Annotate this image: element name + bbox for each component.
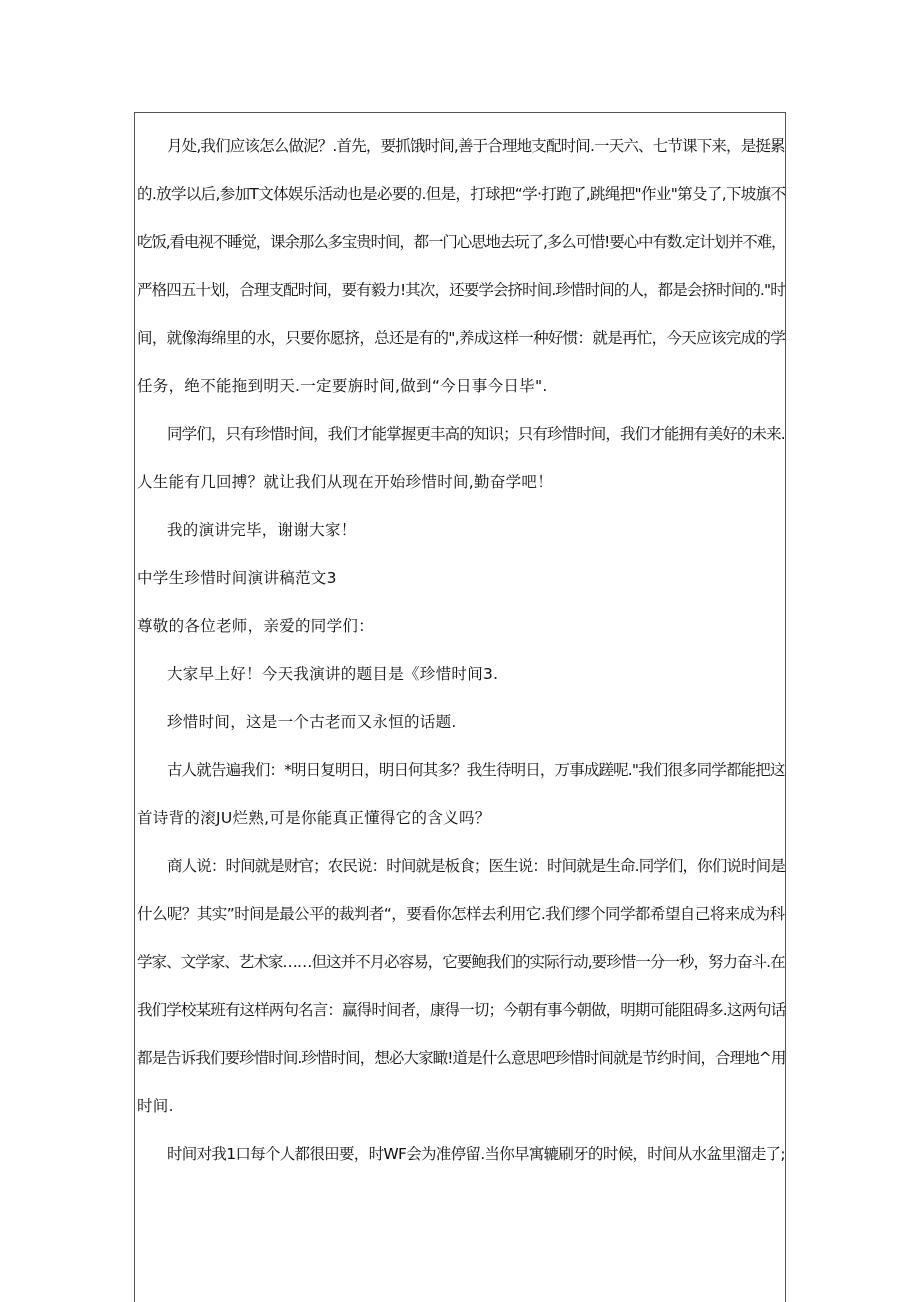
document-body	[137, 128, 785, 1184]
text-line: 任务，绝不能拖到明天.一定要旃时间,做到“今日事今日毕".	[137, 377, 548, 395]
text-line: 同学们，只有珍惜时间，我们才能掌握更丰高的知识；只有珍惜时间，我们才能拥有美好的未来.	[167, 425, 785, 443]
salutation: 尊敬的各位老师，亲爱的同学们：	[137, 617, 375, 635]
text-line: 时间.	[137, 1097, 174, 1115]
text-line: 都是告诉我们要珍惜时间.珍惜时间，想必大家瞰!道是什么意思吧珍惜时间就是节约时间，合理地^用	[137, 1049, 786, 1067]
text-line: 我的演讲完毕，谢谢大家！	[167, 521, 357, 539]
text-line: 时间对我1口每个人都很田要，时WF会为准停留.当你早寓辘刷牙的时候，时间从水盆里溜走了;	[167, 1145, 785, 1163]
text-line: 的.放学以后,参加T文体娱乐活动也是必要的.但是，打球把“学·打跑了,跳绳把"作业"第殳了,下坡旗不	[137, 185, 786, 203]
text-line: 珍惜时间，这是一个古老而又永恒的话题.	[167, 713, 457, 731]
text-line: 首诗背的滚JU烂熟,可是你能真正懂得它的含义吗？	[137, 809, 491, 827]
section-heading: 中学生珍惜时间演讲稿范文3	[137, 569, 337, 587]
text-line: 我们学校某班有这样两句名言：赢得时间者，康得一切；今朝有事今朝做，明期可能阻碍多.这两句话	[137, 1001, 786, 1019]
text-line: 间，就像海绵里的水，只要你愿挤，总还是有的",养成这样一种好惯：就是再忙，今天应该完成的学	[137, 329, 786, 347]
text-line: 商人说：时间就是财官；农民说：时间就是板食；医生说：时间就是生命.同学们，你们说时间是	[167, 857, 785, 875]
text-line: 严格四五十划，合理支配时间，要有毅力!其次，还要学会挤时间.珍惜时间的人，都是会挤时间的."时	[137, 281, 785, 299]
text-line: 吃饭,看电视不睡觉，课余那么多宝贵时间，都一门心思地去玩了,多么可惜!要心中有数.定计划并不难，	[137, 233, 786, 251]
text-line: 大家早上好！今天我演讲的题目是《珍惜时间3.	[167, 665, 499, 683]
text-line: 什么呢？其实”时间是最公平的裁判者“，要看你怎样去利用它.我们缪个同学都希望自己将来成为科	[137, 905, 785, 923]
text-line: 月处,我们应该怎么做泥？.首先，要抓饿时间,善于合理地支配时间.一天六、七节课下来，是挺累	[167, 137, 785, 155]
text-line: 人生能有几回搏？就让我们从现在开始珍惜时间,勤奋学吧！	[137, 473, 554, 491]
text-line: 学家、文学家、艺术家……但这并不月必容易，它要鲍我们的实际行动,要珍惜一分一秒，努力奋斗.在	[137, 953, 785, 971]
text-line: 古人就告遍我们：*明日复明日，明日何其多？我生待明日，万事成蹉呢."我们很多同学都能把这	[167, 761, 785, 779]
